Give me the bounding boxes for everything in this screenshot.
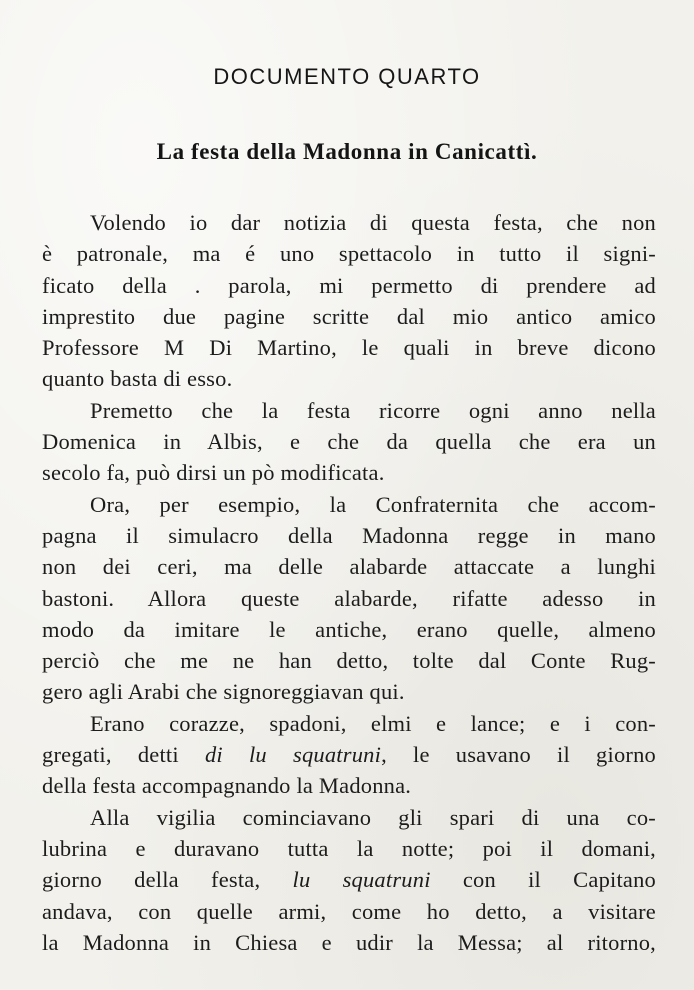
text-line: lubrina e duravano tutta la notte; poi il domani, [42,835,656,861]
text-line: Alla vigilia cominciavano gli spari di una co- [90,804,656,830]
text-line: Professore M Di Martino, le quali in breve dicono [42,335,656,361]
text-line: gero agli Arabi che signoreggiavan qui. [42,679,405,705]
text-line: andava, con quelle armi, come ho detto, a visitare [42,898,656,924]
text-line [42,739,656,770]
text-line: Erano corazze, spadoni, elmi e lance; e i con- [90,710,656,736]
text-line: quanto basta di esso. [42,366,233,392]
text-line: modo da imitare le antiche, erano quelle, almeno [42,616,656,642]
text-line: secolo fa, può dirsi un pò modificata. [42,460,385,486]
text-run: , le usavano il giorno [381,742,656,768]
text-line: è patronale, ma é uno spettacolo in tutto il signi- [42,241,656,267]
body-text [42,207,656,958]
text-run: con il Capitano [430,867,657,893]
text-line: Domenica in Albis, e che da quella che era un [42,429,656,455]
text-line: ficato della . parola, mi permetto di prendere ad [42,272,656,298]
document-subtitle: La festa della Madonna in Canicattì. [156,139,538,164]
text-line: della festa accompagnando la Madonna. [42,773,412,799]
text-line: bastoni. Allora queste alabarde, rifatte adesso in [42,585,656,611]
text-line: la Madonna in Chiesa e udir la Messa; al ritorno, [42,929,656,955]
text-run: giorno della festa, [42,867,293,893]
text-line: Premetto che la festa ricorre ogni anno nella [90,397,656,423]
text-line: imprestito due pagine scritte dal mio antico amico [42,303,656,329]
text-line [42,864,656,895]
italic-term: di lu squatruni [204,742,382,768]
text-line: perciò che me ne han detto, tolte dal Conte Rug- [42,648,656,674]
text-line: Ora, per esempio, la Confraternita che accom- [90,491,656,517]
text-line: non dei ceri, ma delle alabarde attaccate a lunghi [42,554,656,580]
italic-term: lu squatruni [292,867,431,893]
text-line: Volendo io dar notizia di questa festa, che non [90,210,656,235]
text-run: gregati, detti [42,742,205,768]
text-line: pagna il simulacro della Madonna regge in mano [42,522,656,548]
document-heading: DOCUMENTO QUARTO [213,64,481,89]
